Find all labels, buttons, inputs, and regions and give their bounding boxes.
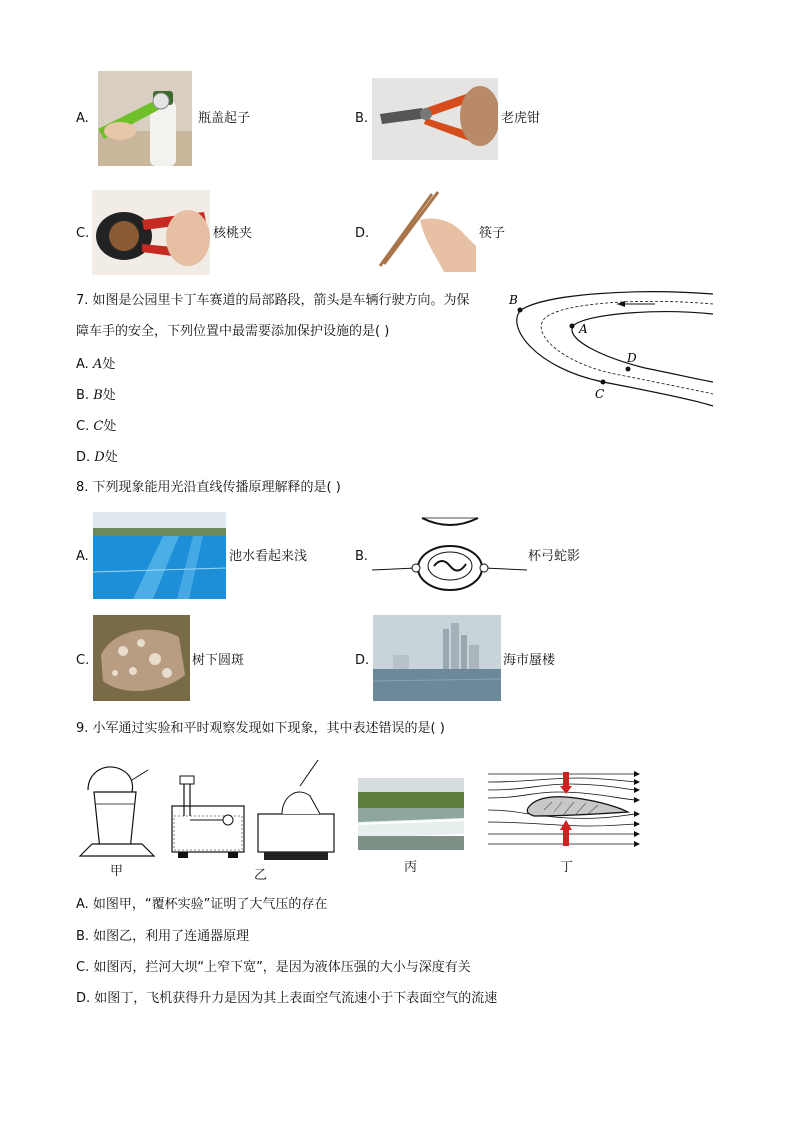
q7-stem-line2: 障车手的安全，下列位置中最需要添加保护设施的是( ) bbox=[76, 324, 390, 339]
q9-option-c: C. 如图丙，拦河大坝“上窄下宽”，是因为液体压强的大小与深度有关 bbox=[76, 960, 471, 975]
q6-option-c-letter: C. bbox=[76, 226, 90, 241]
q7-option-d: D. D处 bbox=[76, 450, 118, 465]
q7-stem-line1: 7. 如图是公园里卡丁车赛道的局部路段，箭头是车辆行驶方向。为保 bbox=[76, 293, 470, 308]
q6-option-b-letter: B. bbox=[355, 111, 369, 126]
q8-option-d-label: 海市蜃楼 bbox=[503, 653, 556, 668]
q6-option-a-letter: A. bbox=[76, 111, 89, 126]
chopsticks-photo bbox=[374, 190, 476, 272]
q8-option-b-letter: B. bbox=[355, 549, 369, 564]
q6-option-c-label: 核桃夹 bbox=[213, 226, 253, 241]
q8-option-a-letter: A. bbox=[76, 549, 89, 564]
dam-photo bbox=[358, 778, 464, 850]
track-point-d: D bbox=[627, 351, 637, 365]
nutcracker-photo bbox=[92, 190, 210, 275]
bottle-opener-photo bbox=[98, 71, 192, 166]
q8-option-c-label: 树下圆斑 bbox=[192, 653, 245, 668]
q9-figure-label-bing: 丙 bbox=[404, 860, 418, 875]
airfoil-streamline-drawing bbox=[488, 770, 644, 850]
pliers-photo bbox=[372, 78, 498, 160]
q9-figure-label-yi: 乙 bbox=[254, 868, 268, 883]
pool-photo bbox=[93, 512, 226, 599]
q6-option-b-label: 老虎钳 bbox=[501, 111, 541, 126]
track-point-a: A bbox=[579, 322, 588, 336]
kart-track-diagram bbox=[505, 288, 717, 410]
track-point-b: B bbox=[509, 293, 518, 307]
q6-option-a-label: 瓶盖起子 bbox=[198, 111, 251, 126]
q9-stem: 9. 小军通过实验和平时观察发现如下现象，其中表述错误的是( ) bbox=[76, 721, 445, 736]
q6-option-d-label: 筷子 bbox=[479, 226, 506, 241]
q7-option-b: B. B处 bbox=[76, 388, 116, 403]
q7-option-c: C. C处 bbox=[76, 419, 117, 434]
tree-shadow-photo bbox=[93, 615, 190, 701]
track-point-c: C bbox=[595, 387, 605, 401]
q9-figure-label-jia: 甲 bbox=[110, 864, 124, 879]
q7-option-a: A. A处 bbox=[76, 357, 116, 372]
q8-option-c-letter: C. bbox=[76, 653, 90, 668]
mirage-photo bbox=[373, 615, 501, 701]
q8-option-a-label: 池水看起来浅 bbox=[229, 549, 308, 564]
q8-option-b-label: 杯弓蛇影 bbox=[528, 549, 581, 564]
connected-vessels-drawing bbox=[170, 756, 346, 860]
q9-option-b: B. 如图乙，利用了连通器原理 bbox=[76, 929, 250, 944]
cup-covering-experiment-drawing bbox=[78, 760, 158, 860]
q9-figure-label-ding: 丁 bbox=[560, 860, 574, 875]
cup-bow-snake-drawing bbox=[372, 512, 527, 598]
q8-option-d-letter: D. bbox=[355, 653, 370, 668]
q6-option-d-letter: D. bbox=[355, 226, 370, 241]
q9-option-d: D. 如图丁，飞机获得升力是因为其上表面空气流速小于下表面空气的流速 bbox=[76, 991, 498, 1006]
q9-option-a: A. 如图甲，“覆杯实验”证明了大气压的存在 bbox=[76, 897, 328, 912]
q8-stem: 8. 下列现象能用光沿直线传播原理解释的是( ) bbox=[76, 480, 341, 495]
